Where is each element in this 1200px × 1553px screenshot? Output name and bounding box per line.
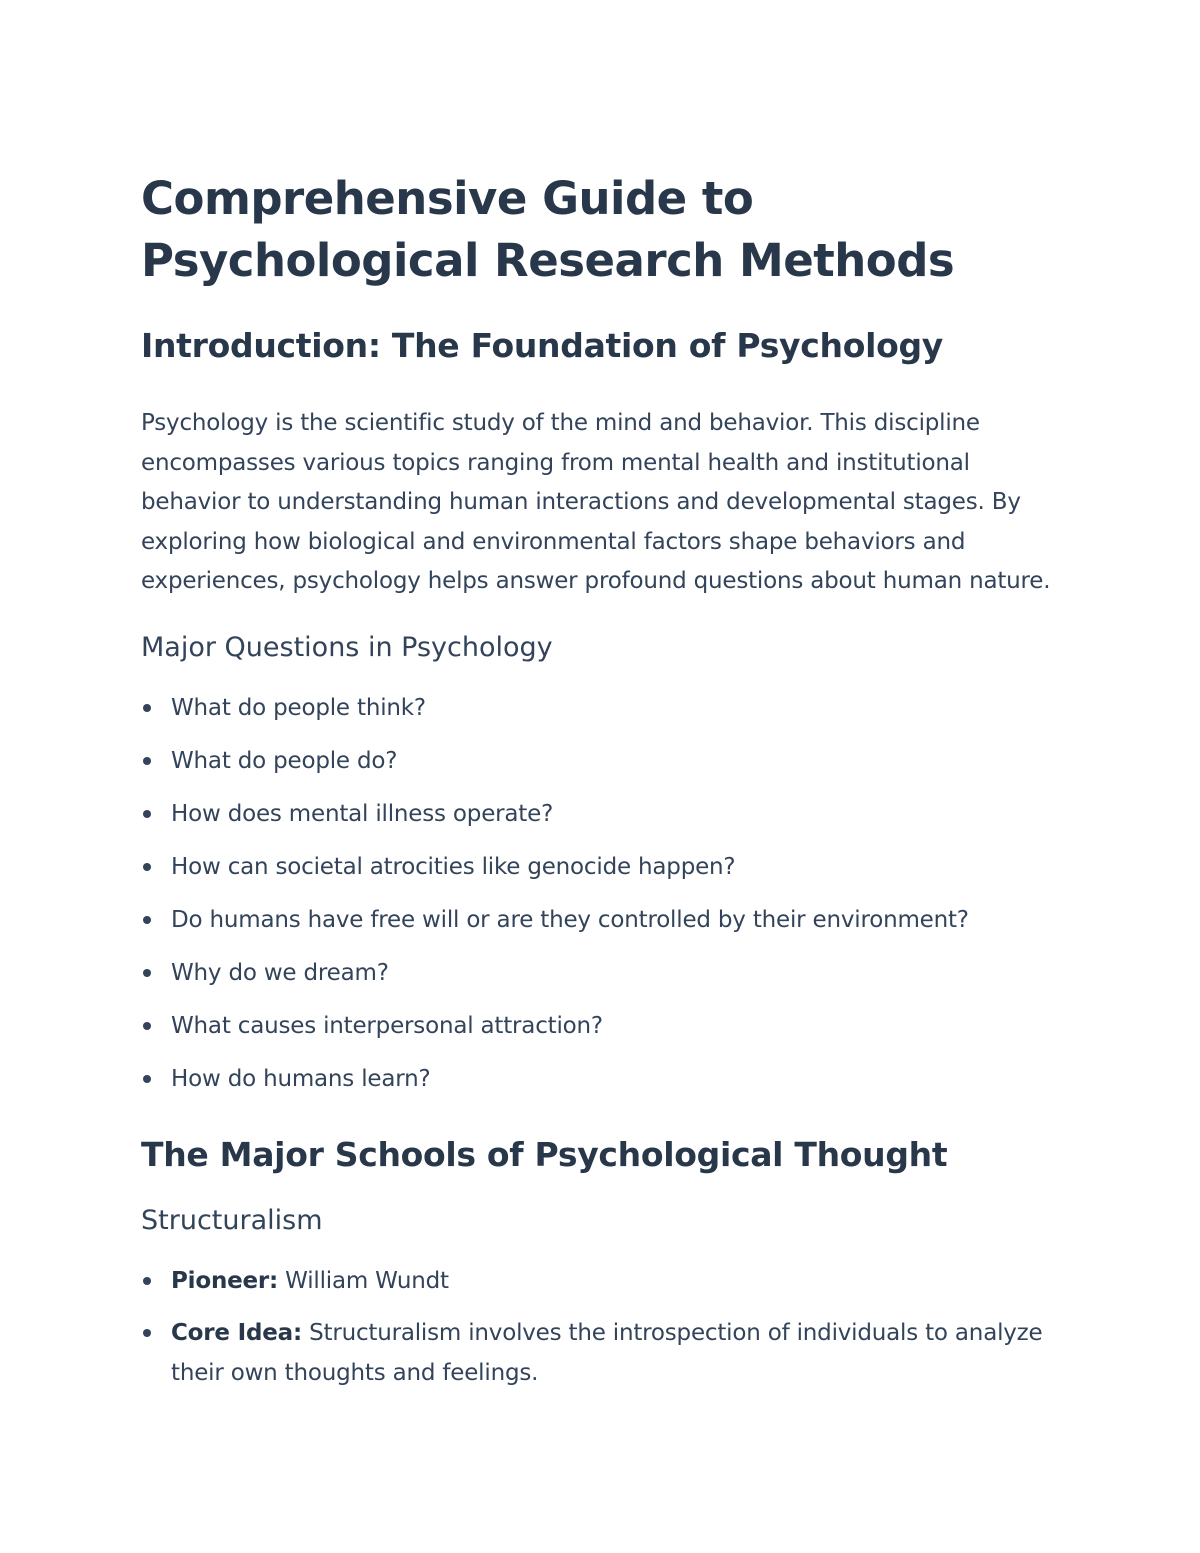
list-item [141,1006,1060,1046]
list-item-text: What do people do? [171,747,398,774]
list-item [141,794,1060,834]
schools-heading: The Major Schools of Psychological Thought [141,1134,948,1174]
list-item-text: How can societal atrocities like genocide happen? [171,853,736,880]
bullet-icon [143,810,151,818]
core-idea-text: Structuralism involves the introspection of individuals to analyze their own thoughts and feelings. [171,1319,1043,1386]
list-item-text: Do humans have free will or are they controlled by their environment? [171,906,969,933]
structuralism-heading: Structuralism [141,1204,323,1236]
bullet-icon [143,863,151,871]
list-item [141,688,1060,728]
pioneer-term: Pioneer: [171,1267,279,1294]
bullet-icon [143,1075,151,1083]
list-item [141,1313,1060,1393]
list-item-text: How do humans learn? [171,1065,431,1092]
list-item-text: What do people think? [171,694,426,721]
structuralism-list [141,1261,1060,1393]
list-item [141,741,1060,781]
list-item-text: Why do we dream? [171,959,389,986]
list-item [141,1059,1060,1099]
list-item [141,900,1060,940]
list-item [141,847,1060,887]
bullet-icon [143,1277,151,1285]
list-item-text: How does mental illness operate? [171,800,554,827]
list-item [141,1261,1060,1301]
major-questions-heading: Major Questions in Psychology [141,631,553,663]
list-item [141,953,1060,993]
bullet-icon [143,916,151,924]
bullet-icon [143,704,151,712]
major-questions-list [141,688,1060,1099]
intro-paragraph: Psychology is the scientific study of the mind and behavior. This discipline encompasses various topics ranging from mental health and institutional behavior to understanding human interactions and developmental stages. By exploring how biological and environmental factors shape behaviors and experiences, psychology helps answer profound questions about human nature. [141,410,1051,595]
page-title: Comprehensive Guide to Psychological Research Methods [141,172,955,287]
intro-heading: Introduction: The Foundation of Psychology [141,326,943,365]
bullet-icon [143,1022,151,1030]
bullet-icon [143,969,151,977]
list-item-text: What causes interpersonal attraction? [171,1012,603,1039]
pioneer-text: William Wundt [278,1267,449,1294]
bullet-icon [143,757,151,765]
bullet-icon [143,1329,151,1337]
core-idea-term: Core Idea: [171,1319,302,1346]
